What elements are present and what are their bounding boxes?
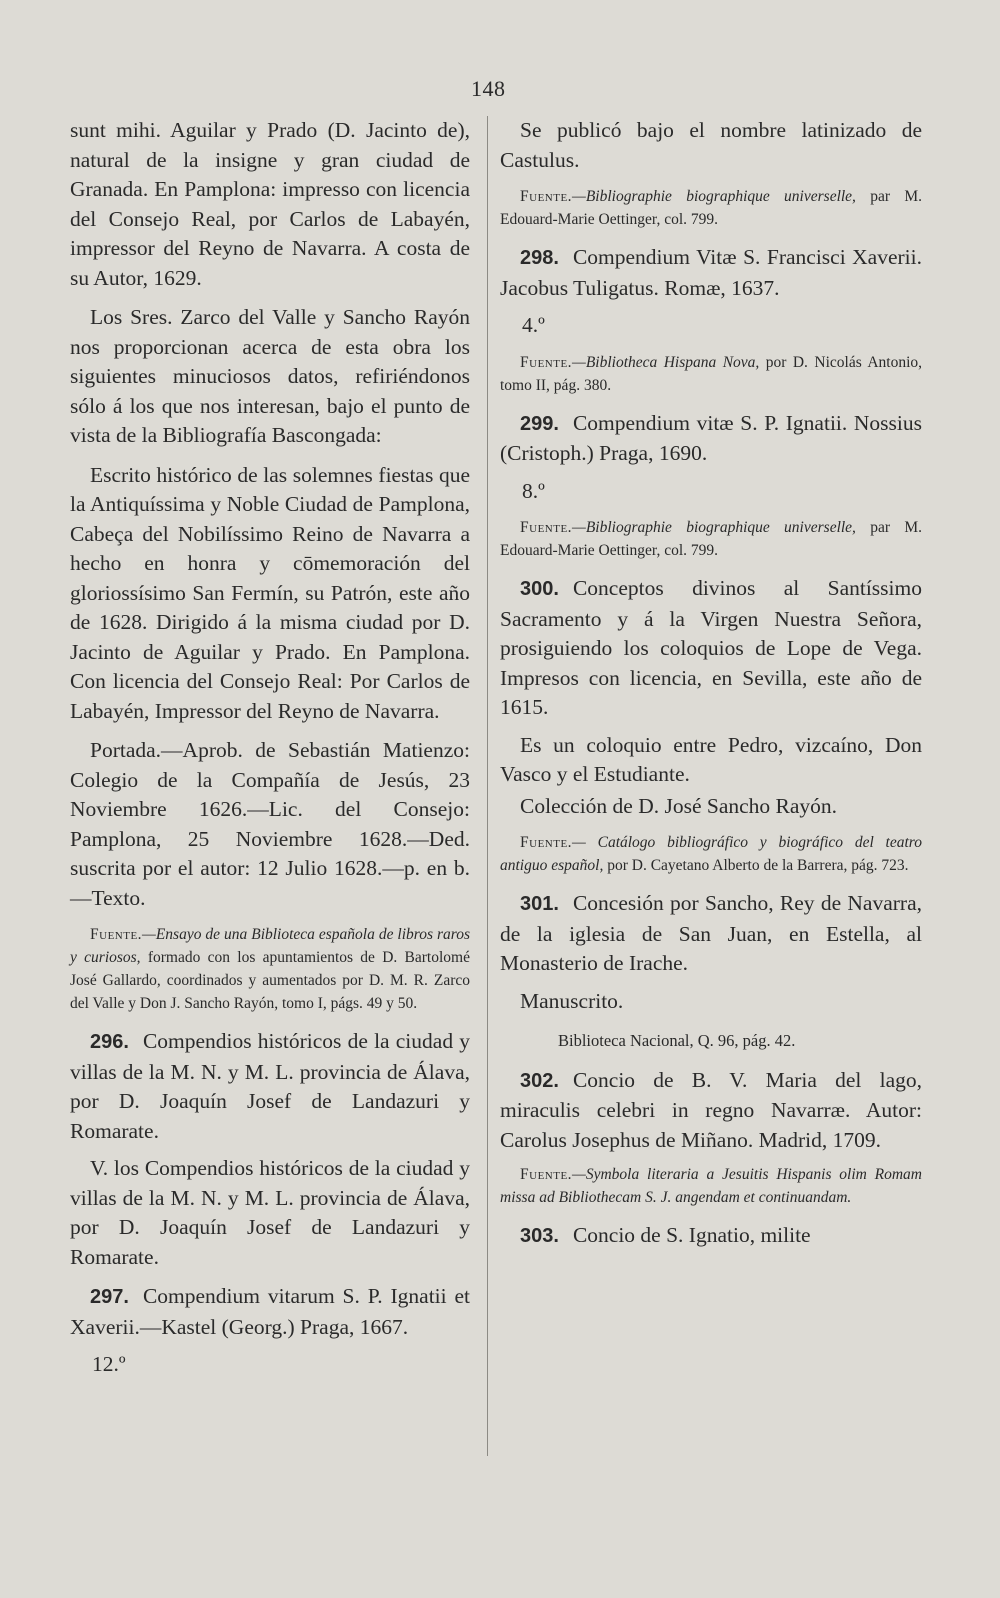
source-title: —Bibliotheca Hispana Nova, bbox=[572, 353, 760, 371]
source-title: —Symbola literaria a Jesuitis Hispanis olim Romam missa ad Bibliothecam S. J. angendam et continuandam. bbox=[500, 1166, 922, 1206]
paragraph: Portada.—Aprob. de Sebastián Matienzo: Colegio de la Compañía de Jesús, 23 Noviembre 1626.—Lic. del Consejo: Pamplona, 25 Noviembre 1628.—Ded. suscrita por el autor: 12 Julio 1628.—p. en b.—Texto. bbox=[70, 738, 470, 910]
column-divider bbox=[487, 116, 488, 1456]
source-detail: par M. Edouard-Marie Oettinger, col. 799. bbox=[500, 188, 922, 228]
library-citation: Biblioteca Nacional, Q. 96, pág. 42. bbox=[558, 1031, 796, 1050]
source-label: Fuente. bbox=[90, 926, 143, 943]
entry-300 bbox=[500, 574, 922, 723]
paragraph: Los Sres. Zarco del Valle y Sancho Rayón nos proporcionan acerca de esta obra los siguientes minuciosos datos, refiriéndonos sólo á los que nos interesan, bajo el punto de vista de la Bibliografía Bascongada: bbox=[70, 305, 470, 447]
left-column bbox=[70, 116, 470, 1390]
source-detail: par M. Edouard-Marie Oettinger, col. 799. bbox=[500, 519, 922, 559]
source-note bbox=[70, 923, 470, 1015]
source-title: —Ensayo de una Biblioteca española de libros raros y curiosos, bbox=[70, 926, 470, 966]
source-label: Fuente. bbox=[520, 519, 573, 536]
entry-303 bbox=[500, 1221, 922, 1252]
entry-text: Compendium Vitæ S. Francisci Xaverii. Jacobus Tuligatus. Romæ, 1637. bbox=[500, 245, 922, 300]
entry-297 bbox=[70, 1282, 470, 1342]
source-note bbox=[500, 351, 922, 397]
source-label: Fuente. bbox=[520, 1166, 573, 1183]
entry-number: 301. bbox=[520, 893, 559, 915]
paragraph: Se publicó bajo el nombre latinizado de Castulus. bbox=[500, 118, 922, 172]
paragraph: Colección de D. José Sancho Rayón. bbox=[520, 793, 838, 818]
source-note bbox=[500, 516, 922, 562]
entry-298 bbox=[500, 243, 922, 303]
entry-number: 298. bbox=[520, 247, 559, 269]
entry-301 bbox=[500, 889, 922, 979]
entry-text: Conceptos divinos al Santíssimo Sacramento y á la Virgen Nuestra Señora, prosiguiendo los coloquios de Lope de Vega. Impresos con licencia, en Sevilla, este año de 1615. bbox=[500, 576, 922, 719]
source-title: — Catálogo bibliográfico y biográfico del teatro antiguo español, bbox=[500, 834, 922, 874]
source-detail: formado con los apuntamientos de D. Bartolomé José Gallardo, coordinados y aumentados por D. M. R. Zarco del Valle y Don J. Sancho Rayón, tomo I, págs. 49 y 50. bbox=[70, 949, 470, 1012]
source-note bbox=[500, 831, 922, 877]
paragraph: Es un coloquio entre Pedro, vizcaíno, Don Vasco y el Estudiante. bbox=[500, 732, 922, 786]
page-number: 148 bbox=[471, 76, 506, 101]
entry-number: 296. bbox=[90, 1031, 129, 1053]
book-format: 8.º bbox=[522, 478, 545, 503]
source-note bbox=[500, 1163, 922, 1209]
entry-number: 299. bbox=[520, 412, 559, 435]
entry-number: 297. bbox=[90, 1286, 129, 1308]
source-label: Fuente. bbox=[520, 834, 573, 851]
entry-text: Compendium vitæ S. P. Ignatii. Nossius (Cristoph.) Praga, 1690. bbox=[500, 410, 922, 465]
entry-302 bbox=[500, 1066, 922, 1156]
entry-text: Compendium vitarum S. P. Ignatii et Xaverii.—Kastel (Georg.) Praga, 1667. bbox=[70, 1284, 470, 1339]
source-detail: por D. Cayetano Alberto de la Barrera, pág. 723. bbox=[603, 857, 909, 874]
paragraph: sunt mihi. Aguilar y Prado (D. Jacinto de), natural de la insigne y gran ciudad de Granada. En Pamplona: impresso con licencia del Consejo Real, por Carlos de Labayén, impressor del Reyno de Navarra. A costa de su Autor, 1629. bbox=[70, 118, 470, 290]
book-format: 4.º bbox=[522, 313, 545, 337]
entry-number: 303. bbox=[520, 1225, 559, 1247]
paragraph: Manuscrito. bbox=[520, 988, 624, 1013]
entry-text: Compendios históricos de la ciudad y villas de la M. N. y M. L. provincia de Álava, por D. Joaquín Josef de Landazuri y Romarate. bbox=[70, 1029, 470, 1143]
source-note bbox=[500, 185, 922, 231]
source-label: Fuente. bbox=[520, 353, 573, 371]
entry-text: Concio de S. Ignatio, milite bbox=[572, 1223, 811, 1247]
source-title: —Bibliographie biographique universelle, bbox=[572, 188, 856, 205]
entry-296 bbox=[70, 1027, 470, 1146]
right-column bbox=[500, 116, 922, 1260]
source-label: Fuente. bbox=[520, 188, 573, 205]
entry-number: 302. bbox=[520, 1069, 559, 1092]
paragraph: V. los Compendios históricos de la ciudad y villas de la M. N. y M. L. provincia de Álava, por D. Joaquín Josef de Landazuri y Romarate. bbox=[70, 1156, 470, 1269]
entry-text: Concio de B. V. Maria del lago, miraculis celebri in regno Navarræ. Autor: Carolus Josephus de Miñano. Madrid, 1709. bbox=[500, 1067, 922, 1152]
source-title: —Bibliographie biographique universelle, bbox=[572, 519, 856, 536]
source-detail: por D. Nicolás Antonio, tomo II, pág. 380. bbox=[500, 353, 922, 394]
entry-number: 300. bbox=[520, 578, 559, 600]
entry-299 bbox=[500, 409, 922, 469]
quoted-title-paragraph: Escrito histórico de las solemnes fiestas que la Antiquíssima y Noble Ciudad de Pamplona, Cabeça del Nobilíssimo Reino de Navarra a hecho en honra y cōmemoración del gloriossísimo San Fermín, su Patrón, este año de 1628. Dirigido á la misma ciudad por D. Jacinto de Aguilar y Prado. En Pamplona. Con licencia del Consejo Real: Por Carlos de Labayén, Impressor del Reyno de Navarra. bbox=[70, 462, 470, 723]
entry-text: Concesión por Sancho, Rey de Navarra, de la iglesia de San Juan, en Estella, al Monasterio de Irache. bbox=[500, 891, 922, 975]
book-format: 12.º bbox=[92, 1352, 126, 1376]
